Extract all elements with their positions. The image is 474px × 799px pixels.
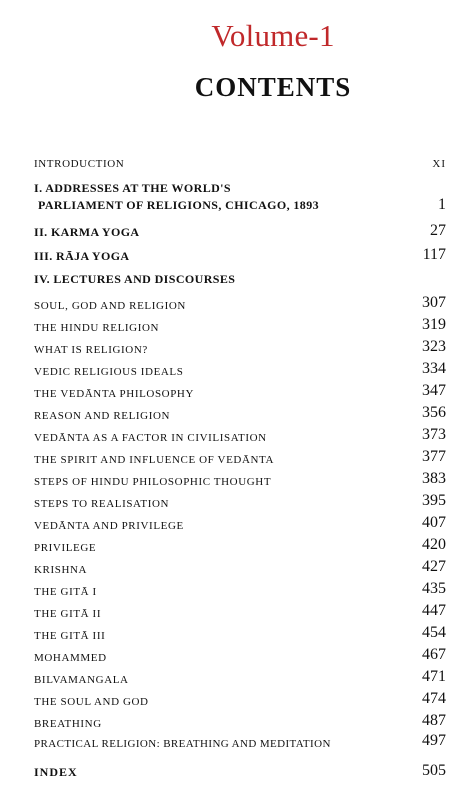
toc-row[interactable] xyxy=(34,404,446,422)
toc-row[interactable] xyxy=(34,602,446,620)
toc-entry-title: VEDIC RELIGIOUS IDEALS xyxy=(34,366,184,378)
toc-entry-title: THE SOUL AND GOD xyxy=(34,696,149,708)
toc-entry-title: WHAT IS RELIGION? xyxy=(34,344,148,356)
toc-row[interactable] xyxy=(34,338,446,356)
toc-row-lectures[interactable] xyxy=(34,272,446,287)
toc-entry-title: SOUL, GOD AND RELIGION xyxy=(34,300,186,312)
toc-entry-title: VEDĀNTA AND PRIVILEGE xyxy=(34,520,184,532)
toc-row[interactable] xyxy=(34,558,446,576)
toc-entry-page: 420 xyxy=(422,536,446,553)
toc-entry-page: 474 xyxy=(422,690,446,707)
toc-row[interactable] xyxy=(34,690,446,708)
toc-row[interactable] xyxy=(34,732,446,750)
toc-row-introduction[interactable] xyxy=(34,158,446,170)
toc-entry-title: III. RĀJA YOGA xyxy=(34,249,130,263)
toc-entry-title: PRIVILEGE xyxy=(34,542,97,554)
toc-row[interactable] xyxy=(34,382,446,400)
toc-entry-title: II. KARMA YOGA xyxy=(34,225,140,239)
toc-entry-page: 467 xyxy=(422,646,446,663)
toc-entry-title: THE VEDĀNTA PHILOSOPHY xyxy=(34,388,195,400)
toc-entry-page: 447 xyxy=(422,602,446,619)
toc-entry-page: 435 xyxy=(422,580,446,597)
toc-row[interactable] xyxy=(34,448,446,466)
toc-entry-title: VEDĀNTA AS A FACTOR IN CIVILISATION xyxy=(34,432,267,444)
toc-row-raja-yoga[interactable] xyxy=(34,246,446,264)
toc-entry-page: 27 xyxy=(430,222,446,239)
toc-entry-page: 487 xyxy=(422,712,446,729)
toc-entry-title: MOHAMMED xyxy=(34,652,107,664)
toc-entry-page: 1 xyxy=(438,196,446,213)
toc-row[interactable] xyxy=(34,712,446,730)
toc-row[interactable] xyxy=(34,624,446,642)
toc-entry-title: STEPS OF HINDU PHILOSOPHIC THOUGHT xyxy=(34,476,272,488)
toc-entry-page: 383 xyxy=(422,470,446,487)
toc-row-karma-yoga[interactable] xyxy=(34,222,446,240)
toc-entry-page: 377 xyxy=(422,448,446,465)
toc-entry-page: 471 xyxy=(422,668,446,685)
toc-entry-page: 373 xyxy=(422,426,446,443)
toc-entry-title: THE GITĀ II xyxy=(34,608,102,620)
toc-entry-title: THE GITĀ I xyxy=(34,586,97,598)
toc-entry-title xyxy=(34,180,319,214)
toc-entry-title: BILVAMANGALA xyxy=(34,674,129,686)
toc-entry-page: 319 xyxy=(422,316,446,333)
toc-entry-title-line: PARLIAMENT OF RELIGIONS, CHICAGO, 1893 xyxy=(38,198,320,212)
toc-entry-page: 323 xyxy=(422,338,446,355)
toc-entry-title: IV. LECTURES AND DISCOURSES xyxy=(34,272,236,286)
toc-entry-title: BREATHING xyxy=(34,718,102,730)
toc-entry-page: 395 xyxy=(422,492,446,509)
index-page: 505 xyxy=(422,762,446,779)
toc-entry-page: 454 xyxy=(422,624,446,641)
toc-row-addresses[interactable] xyxy=(34,180,446,214)
toc-row[interactable] xyxy=(34,492,446,510)
toc-entry-page: 307 xyxy=(422,294,446,311)
toc-row[interactable] xyxy=(34,536,446,554)
toc-row[interactable] xyxy=(34,470,446,488)
toc-row[interactable] xyxy=(34,426,446,444)
toc-entry-page: 497 xyxy=(422,732,446,749)
toc-row[interactable] xyxy=(34,294,446,312)
toc-entry-title-line: I. ADDRESSES AT THE WORLD'S xyxy=(34,181,231,195)
toc-entry-page: 356 xyxy=(422,404,446,421)
toc-entry-page: 427 xyxy=(422,558,446,575)
toc-row[interactable] xyxy=(34,646,446,664)
toc-row-index[interactable] xyxy=(34,762,446,780)
toc-entry-title: PRACTICAL RELIGION: BREATHING AND MEDITATION xyxy=(34,738,331,750)
toc-entry-page: XI xyxy=(432,158,446,170)
toc-row[interactable] xyxy=(34,316,446,334)
toc-entry-page: 117 xyxy=(422,246,446,263)
index-title: INDEX xyxy=(34,765,78,779)
toc-entry-title: THE HINDU RELIGION xyxy=(34,322,160,334)
toc-row[interactable] xyxy=(34,360,446,378)
toc-entry-title: THE GITĀ III xyxy=(34,630,106,642)
volume-heading: Volume-1 xyxy=(211,18,335,53)
toc-row[interactable] xyxy=(34,668,446,686)
contents-title: CONTENTS xyxy=(194,72,352,102)
toc-row[interactable] xyxy=(34,514,446,532)
toc-entry-page: 347 xyxy=(422,382,446,399)
toc-row[interactable] xyxy=(34,580,446,598)
toc-entry-title: THE SPIRIT AND INFLUENCE OF VEDĀNTA xyxy=(34,454,275,466)
toc-entry-page: 407 xyxy=(422,514,446,531)
toc-entry-page: 334 xyxy=(422,360,446,377)
toc-entry-title: KRISHNA xyxy=(34,564,88,576)
toc-entry-title: STEPS TO REALISATION xyxy=(34,498,170,510)
toc-entry-title: REASON AND RELIGION xyxy=(34,410,171,422)
toc-entry-title: INTRODUCTION xyxy=(34,158,125,170)
